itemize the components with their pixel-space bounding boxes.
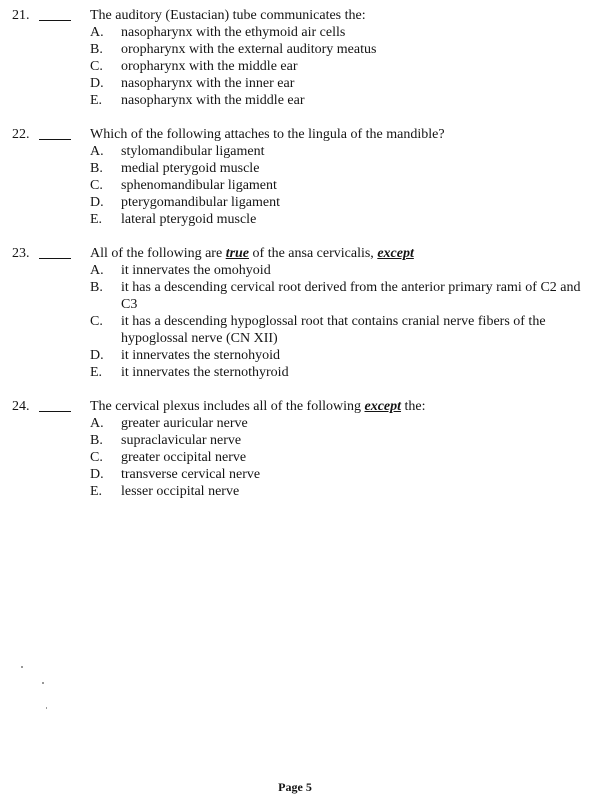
option-letter: E.	[90, 484, 103, 499]
option-text: nasopharynx with the middle ear	[121, 93, 305, 108]
question-number: 23.	[12, 246, 30, 261]
option-text: lateral pterygoid muscle	[121, 212, 257, 227]
option-text: oropharynx with the external auditory meatus	[121, 42, 377, 57]
option-text: sphenomandibular ligament	[121, 178, 277, 193]
option-text: oropharynx with the middle ear	[121, 59, 298, 74]
stem-emphasis-except: except	[364, 399, 402, 414]
option-text: stylomandibular ligament	[121, 144, 265, 159]
stem-text: the:	[401, 399, 426, 414]
option-letter: B.	[90, 280, 103, 295]
question-number: 22.	[12, 127, 30, 142]
option-letter: A.	[90, 263, 104, 278]
option-text: lesser occipital nerve	[121, 484, 240, 499]
option-text: greater occipital nerve	[121, 450, 247, 465]
option-letter: C.	[90, 59, 103, 74]
option-text: it has a descending cervical root derived from the anterior primary rami of C2 and C3	[121, 280, 581, 312]
option-text: it innervates the omohyoid	[121, 263, 271, 278]
option-letter: D.	[90, 195, 104, 210]
stem-text: All of the following are	[90, 246, 226, 261]
option-letter: D.	[90, 348, 104, 363]
stem-text: The cervical plexus includes all of the following	[90, 399, 365, 414]
option-letter: C.	[90, 178, 103, 193]
option-letter: B.	[90, 42, 103, 57]
option-text: medial pterygoid muscle	[121, 161, 260, 176]
answer-blank	[39, 139, 71, 140]
option-text: nasopharynx with the inner ear	[121, 76, 295, 91]
option-letter: D.	[90, 76, 104, 91]
question-stem: The auditory (Eustacian) tube communicates the:	[90, 8, 366, 23]
stem-emphasis-true: true	[225, 246, 250, 261]
option-letter: D.	[90, 467, 104, 482]
question-stem	[90, 398, 580, 415]
scan-speck	[46, 707, 47, 709]
option-letter: B.	[90, 161, 103, 176]
option-text: transverse cervical nerve	[121, 467, 261, 482]
answer-blank	[39, 20, 71, 21]
option-letter: E.	[90, 212, 103, 227]
option-text: nasopharynx with the ethymoid air cells	[121, 25, 346, 40]
question-number: 24.	[12, 399, 30, 414]
option-text: greater auricular nerve	[121, 416, 248, 431]
question-stem	[90, 245, 580, 262]
option-letter: C.	[90, 314, 103, 329]
option-letter: E.	[90, 93, 103, 108]
stem-emphasis-except: except	[377, 246, 414, 261]
option-letter: E.	[90, 365, 103, 380]
option-text: pterygomandibular ligament	[121, 195, 281, 210]
stem-text: of the ansa cervicalis,	[249, 246, 378, 261]
scan-speck	[42, 682, 44, 684]
option-letter: A.	[90, 144, 104, 159]
page-number: Page 5	[278, 780, 312, 794]
option-text: it innervates the sternothyroid	[121, 365, 289, 380]
option-letter: A.	[90, 416, 104, 431]
option-letter: A.	[90, 25, 104, 40]
answer-blank	[39, 258, 71, 259]
option-letter: B.	[90, 433, 103, 448]
option-letter: C.	[90, 450, 103, 465]
question-stem: Which of the following attaches to the lingula of the mandible?	[90, 127, 445, 142]
option-text: supraclavicular nerve	[121, 433, 242, 448]
option-text: it has a descending hypoglossal root that contains cranial nerve fibers of the hypoglossal nerve (CN XII)	[121, 314, 546, 346]
answer-blank	[39, 411, 71, 412]
question-number: 21.	[12, 8, 30, 23]
option-text: it innervates the sternohyoid	[121, 348, 281, 363]
scan-speck	[21, 666, 23, 668]
